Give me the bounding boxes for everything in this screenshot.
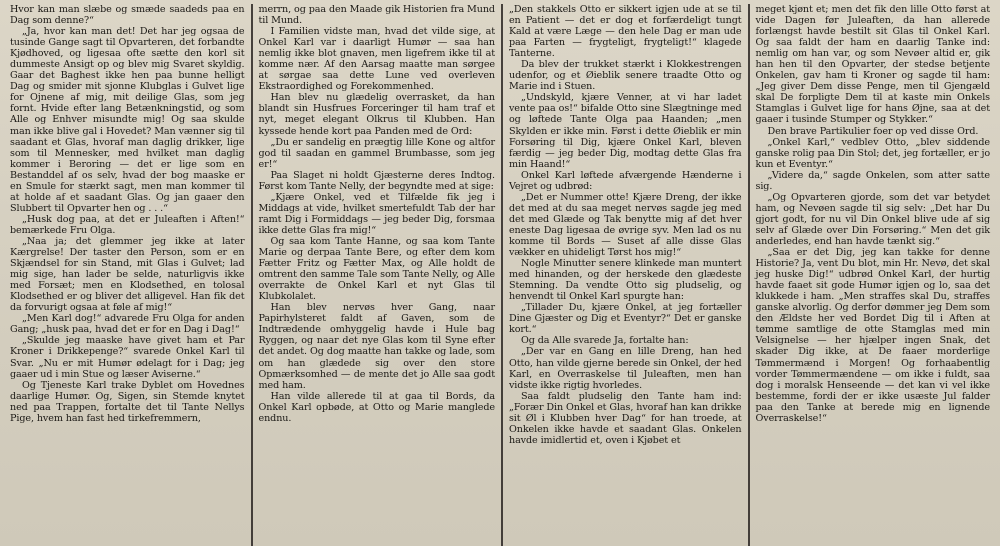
paragraph: Nogle Minutter senere klinkede man muntert med hinanden, og der herskede den glædeste Stemning. Da vendte Otto sig pludselig, og henvendt til Onkel Karl spurgte han: — [508, 258, 742, 303]
paragraph: I Familien vidste man, hvad det vilde sige, at Onkel Karl var i daarligt Humør — saa han nemlig ikke blot gnaven, men ligefrem ikke til at komme nær. Af den Aarsag maatte man sørgee at sørgae saa dette Lune ved overleven Ekstraordighed og Forekommenhed. — [258, 26, 495, 93]
paragraph: „Men Karl dog!“ advarede Fru Olga for anden Gang; „husk paa, hvad det er for en Dag i Dag!“ — [10, 313, 245, 336]
paragraph: „Ja, hvor kan man det! Det har jeg ogsaa de tusinde Gange sagt til Opvarteren, det forbandte Kjødhoved, og ligesaa ofte sætte den korl sit dummeste Ansigt op og blev mig Svaret skyldig. Gaar det Baghest ikke hen paa bunne helligt Dag og smider mit sjonne Klubglas i Gulvet lige for Ojnene af mig, mit deilige Glas, som jeg fornt. Hvide efter lang Betænkningstid, og som Alle og Enhver misundte mig! Og saa skulde man ikke blive gal i Hovedet? Man vænner sig til saadant et Glas, hvoraf man daglig drikker, lige som til Mennesker, med hvilket man daglig kommer i Beroring — det er lige som en Bestanddel af os selv, hvad der bog maaske er en Smule for stærkt sagt, men man kommer til at holde af et saadant Glas. Og jan gaaer den Slubbert til Opvarter hen og . . .“ — [10, 26, 245, 214]
text-column-2 — [253, 4, 501, 546]
paragraph: „Onkel Karl,“ vedblev Otto, „blev siddende ganske rolig paa Din Stol; det, jeg fortæller, er jo kun et Eventyr.“ — [755, 136, 990, 170]
paragraph: „Den stakkels Otto er sikkert igjen ude at se til en Patient — det er dog et forfærdeligt tungt Kald at være Læge — den hele Dag er man ude paa Farten — frygteligt, frygteligt!“ klagede Tanterne. — [508, 4, 742, 60]
paragraph: „Saa er det Dig, jeg kan takke for denne Historie? Ja, vent Du blot, min Hr. Nevø, det skal jeg huske Dig!“ udbrød Onkel Karl, der hurtig havde faaet sit gode Humør igjen og lo, saa det klukkede i ham. „Men straffes skal Du, straffes ganske alvorlig. Og derfor dømmer jeg Dem som den Ældste her ved Bordet Dig til i Aften at tømme samtlige de otte Stamglas med min Velsignelse — her hjælper ingen Snak, det skader Dig ikke, at De faaer morderlige Tømmermænd i Morgen! Og forhaabentlig vorder Tømmermændene — om ikke i fuldt, saa dog i moralsk Henseende — det kan vi vel ikke bestemme, fordi der er ikke usæste Jul falder paa den Tanke at berede mig en lignende Overraskelse!“ — [755, 247, 990, 424]
paragraph: „Der var en Gang en lille Dreng, han hed Otto, han vilde gjerne berede sin Onkel, der hed Karl, en Overraskelse til Juleaften, men han vidste ikke rigtig hvorledes. — [508, 346, 742, 391]
paragraph: Paa Slaget ni holdt Gjæsterne deres Indtog. Først kom Tante Nelly, der begyndte med at sige: — [258, 169, 495, 192]
paragraph: Og saa kom Tante Hanne, og saa kom Tante Marie og derpaa Tante Bere, og efter dem kom Fætter Fritz og Fætter Max, og Alle holdt de omtrent den samme Tale som Tante Nelly, og Alle overrakte de Onkel Karl et nyt Glas til Klubkolalet. — [258, 235, 495, 303]
paragraph: „Du er sandelig en prægtig lille Kone og altfor god til saadan en gammel Brumbasse, som jeg er!“ — [258, 136, 495, 170]
paragraph: meget kjønt et; men det fik den lille Otto først at vide Dagen før Juleaften, da han allerede forlængst havde bestilt sit Glas til Onkel Karl. Og saa faldt der ham en daarlig Tanke ind: nemlig om han var, og som Nevøer altid er, gik han hen til den Opvarter, der stedse betjente Onkelen, gav ham ti Kroner og sagde til ham: „Jeg giver Dem disse Penge, men til Gjengæld skal De forpligte Dem til at kaste min Onkels Stamglas i Gulvet lige for hans Øjne, saa at det gaaer i tusinde Stumper og Stykker.“ — [755, 4, 990, 126]
paragraph: merrn, og paa den Maade gik Historien fra Mund til Mund. — [258, 4, 495, 27]
text-column-1 — [4, 4, 251, 546]
paragraph: Onkel Karl løftede afværgende Hænderne i Vejret og udbrød: — [508, 169, 742, 192]
paragraph: Hvor kan man slæbe og smæde saadeds paa en Dag som denne?“ — [10, 4, 245, 27]
paragraph: „Tillader Du, kjære Onkel, at jeg fortæller Dine Gjæster og Dig et Eventyr?“ Det er ganske kort.“ — [508, 302, 742, 336]
paragraph: „Naa ja; det glemmer jeg ikke at later Kærgrelse! Der taster den Person, som er en Skjændsel for sin Stand, mit Glas i Gulvet; lad mig sige, han lader be selde, naturligvis ikke med Forsæt; men en Klodsethed, en tolosal Klodsethed er og bliver det alligevel. Han fik det da forvurigt ogsaa at føle af mig!“ — [10, 235, 245, 314]
column-divider — [501, 4, 503, 546]
paragraph: „Husk dog paa, at det er Juleaften i Aften!“ bemærkede Fru Olga. — [10, 213, 245, 236]
paragraph: Saa faldt pludselig den Tante ham ind: „Forær Din Onkel et Glas, hvoraf han kan drikke sit Øl i Klubben hver Dag“ for han troede, at Onkelen ikke havde et saadant Glas. Onkelen havde imidlertid et, oven i Kjøbet et — [508, 390, 742, 446]
paragraph: Han vilde allerede til at gaa til Bords, da Onkel Karl opbøde, at Otto og Marie manglede endnu. — [258, 390, 495, 424]
paragraph: Da blev der trukket stærkt i Klokkestrengen udenfor, og et Øieblik senere traadte Otto og Marie ind i Stuen. — [508, 59, 742, 93]
column-divider — [748, 4, 750, 546]
paragraph: Den brave Partikulier foer op ved disse Ord. — [767, 125, 979, 137]
paragraph: Og Tjeneste Karl trake Dyblet om Hovednes daarlige Humør. Og, Sigen, sin Stemde knytet ned paa Trappen, fortalte det til Tante Nellys Pige, hvem han fast hed tirkefremmern, — [10, 379, 245, 424]
paragraph: Han blev nervøs hver Gang, naar Papirhylsteret faldt af Gaven, som de Indtrædende omhyggelig havde i Hule bag Ryggen, og naar det nye Glas kom til Syne efter det andet. Og dog maatte han takke og lade, som om han glædede sig over den store Opmærksomhed — de mente det jo Alle saa godt med ham. — [258, 302, 495, 391]
paragraph: „Skulde jeg maaske have givet ham et Par Kroner i Drikkepenge?“ svarede Onkel Karl til Svar. „Nu er mit Humør ødelagt for i Dag; jeg gaaer ud i min Stue og læser Aviserne.“ — [10, 335, 245, 380]
paragraph: „Videre da,“ sagde Onkelen, som atter satte sig. — [755, 169, 990, 192]
column-divider — [251, 4, 253, 546]
text-column-3 — [503, 4, 748, 546]
paragraph: Og da Alle svarede Ja, fortalte han: — [520, 335, 689, 347]
paragraph: „Kjære Onkel, ved et Tilfælde fik jeg i Middags at vide, hvilket smertefuldt Tab der har ramt Dig i Formiddags — jeg beder Dig, forsmaa ikke dette Glas fra mig!“ — [258, 191, 495, 236]
paragraph: „Det er Nummer otte! Kjære Dreng, der ikke det med at du saa meget nervøs sagde jeg med det med Glæde og Tak benytte mig af det hver eneste Dag ligesaa de øvrige syv. Men lad os nu komme til Bords — Suset af alle disse Glas vækker en uhideligt Tørst hos mig!“ — [508, 191, 742, 259]
paragraph: „Undskyld, kjære Venner, at vi har ladet vente paa os!“ bifalde Otto sine Slægtninge med og løftede Tante Olga paa Haanden; „men Skylden er ikke min. Først i dette Øieblik er min Forsøring til Dig, kjære Onkel Karl, bleven færdig — jeg beder Dig, modtag dette Glas fra min Haand!“ — [508, 92, 742, 170]
text-column-4 — [750, 4, 997, 546]
paragraph: „Og Opvarteren gjorde, som det var betydet ham, og Nevøen sagde til sig selv: „Det har Du gjort godt, for nu vil Din Onkel blive ude af sig selv af Glæde over Din Forsøring.“ Men det gik anderledes, end han havde tænkt sig.“ — [755, 191, 990, 247]
paragraph: Han blev nu glædelig overrasket, da han blandt sin Husfrues Forceringer til ham traf et nyt, meget elegant Olkrus til Klubben. Han kyssede hende kort paa Panden med de Ord: — [258, 92, 495, 137]
